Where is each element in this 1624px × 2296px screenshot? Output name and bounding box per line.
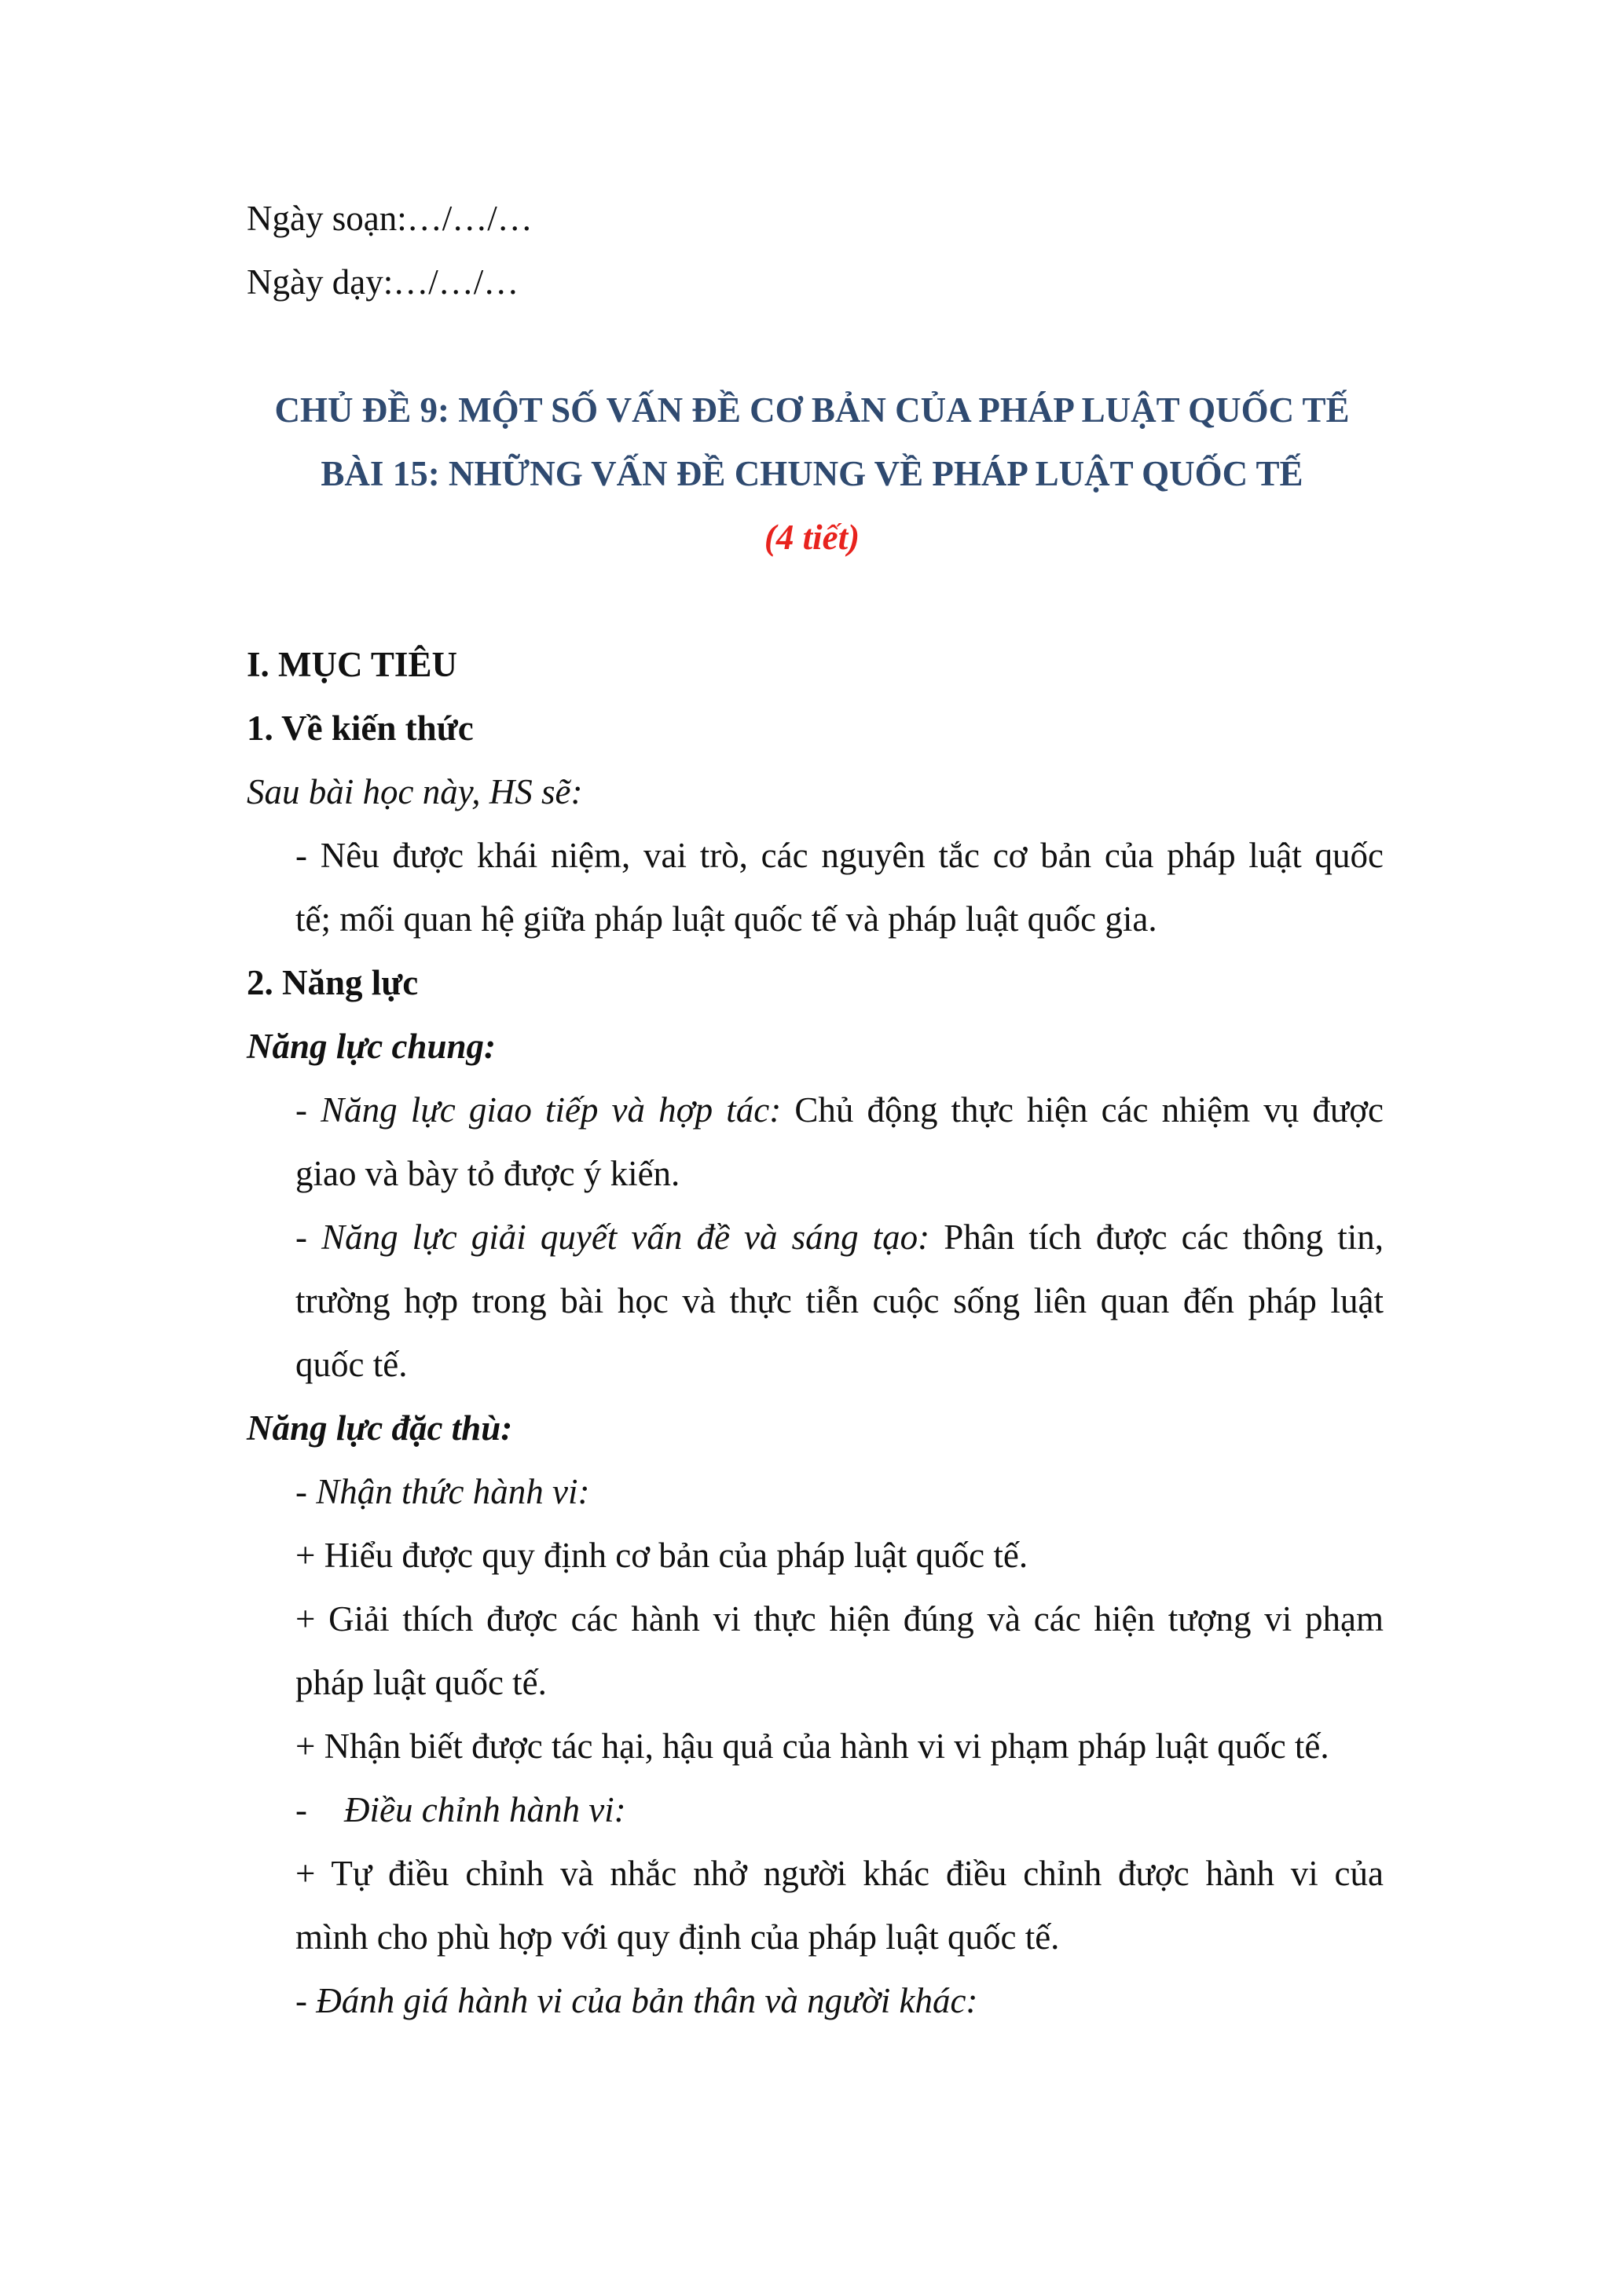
adjustment-label: Điều chỉnh hành vi:	[344, 1790, 626, 1829]
problem-solving-label: - Năng lực giải quyết vấn đề và sáng tạo:	[295, 1218, 930, 1257]
adjustment-item-line1: + Tự điều chỉnh và nhắc nhở người khác điều chỉnh được hành vi của	[295, 1854, 1384, 1893]
knowledge-heading: 1. Về kiến thức	[247, 709, 474, 748]
communication-text: Chủ động thực hiện các nhiệm vụ được	[781, 1090, 1384, 1130]
awareness-item-1: + Hiểu được quy định cơ bản của pháp luật quốc tế.	[295, 1536, 1028, 1575]
problem-solving-item-line2: trường hợp trong bài học và thực tiễn cuộc sống liên quan đến pháp luật	[295, 1281, 1384, 1320]
lesson-title: BÀI 15: NHỮNG VẤN ĐỀ CHUNG VỀ PHÁP LUẬT QUỐC TẾ	[321, 454, 1303, 493]
problem-solving-text: Phân tích được các thông tin,	[929, 1218, 1384, 1257]
problem-solving-item-line1	[295, 1214, 1384, 1261]
general-competence-heading: Năng lực chung:	[247, 1027, 496, 1066]
prep-date: Ngày soạn:…/…/…	[247, 199, 533, 238]
adjustment-dash: -	[295, 1790, 307, 1829]
periods-label: (4 tiết)	[764, 518, 860, 557]
communication-item-line2: giao và bày tỏ được ý kiến.	[295, 1154, 680, 1193]
evaluation-label: - Đánh giá hành vi của bản thân và người khác:	[295, 1981, 978, 2020]
awareness-item-3: + Nhận biết được tác hại, hậu quả của hành vi vi phạm pháp luật quốc tế.	[295, 1727, 1329, 1766]
specific-competence-heading: Năng lực đặc thù:	[247, 1408, 513, 1448]
knowledge-item-line2: tế; mối quan hệ giữa pháp luật quốc tế và pháp luật quốc gia.	[295, 899, 1157, 939]
knowledge-item-line1: - Nêu được khái niệm, vai trò, các nguyên tắc cơ bản của pháp luật quốc	[295, 836, 1384, 875]
topic-title: CHỦ ĐỀ 9: MỘT SỐ VẤN ĐỀ CƠ BẢN CỦA PHÁP LUẬT QUỐC TẾ	[274, 390, 1350, 430]
adjustment-item-line2: mình cho phù hợp với quy định của pháp luật quốc tế.	[295, 1917, 1060, 1957]
knowledge-intro: Sau bài học này, HS sẽ:	[247, 772, 583, 811]
problem-solving-item-line3: quốc tế.	[295, 1345, 408, 1384]
awareness-label: - Nhận thức hành vi:	[295, 1472, 590, 1511]
awareness-item-2-line1: + Giải thích được các hành vi thực hiện đúng và các hiện tượng vi phạm	[295, 1599, 1384, 1639]
communication-label: - Năng lực giao tiếp và hợp tác:	[295, 1090, 782, 1130]
section-heading-objectives: I. MỤC TIÊU	[247, 645, 457, 684]
awareness-item-2-line2: pháp luật quốc tế.	[295, 1663, 547, 1702]
communication-item-line1	[295, 1086, 1384, 1133]
competence-heading: 2. Năng lực	[247, 963, 419, 1002]
teach-date: Ngày dạy:…/…/…	[247, 262, 519, 302]
